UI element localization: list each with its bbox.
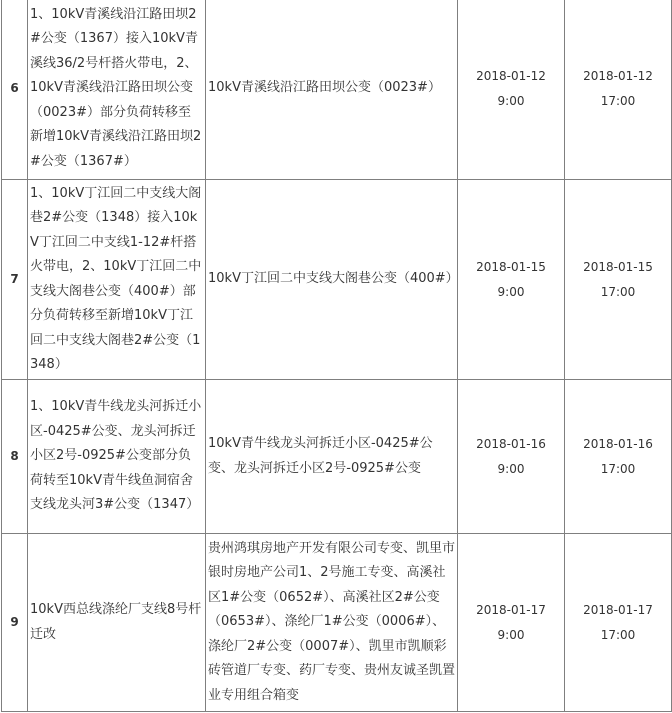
end-date: 2018-01-15: [583, 260, 653, 274]
start-time: 9:00: [497, 284, 525, 299]
outage-area-cell: 10kV青溪线沿江路田坝公变（0023#）: [206, 0, 458, 180]
row-number: 6: [2, 0, 28, 180]
end-time-cell: [565, 534, 672, 712]
start-date: 2018-01-15: [476, 260, 546, 274]
start-date: 2018-01-17: [476, 603, 546, 617]
row-number: 8: [2, 380, 28, 534]
start-time-cell: [458, 380, 565, 534]
start-date: 2018-01-12: [476, 69, 546, 83]
start-time-cell: [458, 180, 565, 380]
row-number: 7: [2, 180, 28, 380]
table-row: [2, 0, 672, 180]
end-date: 2018-01-16: [583, 437, 653, 451]
end-date: 2018-01-17: [583, 603, 653, 617]
work-scope-cell: 1、10kV青牛线龙头河拆迁小区-0425#公变、龙头河拆迁小区2号-0925#公变部分负荷转至10kV青牛线鱼洞宿舍支线龙头河3#公变（1347）: [28, 380, 206, 534]
table-row: [2, 380, 672, 534]
row-number: 9: [2, 534, 28, 712]
outage-area-cell: 10kV丁江回二中支线大阁巷公变（400#）: [206, 180, 458, 380]
end-time: 17:00: [600, 461, 636, 476]
outage-area-cell: 10kV青牛线龙头河拆迁小区-0425#公变、龙头河拆迁小区2号-0925#公变: [206, 380, 458, 534]
work-scope-cell: 1、10kV青溪线沿江路田坝2#公变（1367）接入10kV青溪线36/2号杆搭火带电，2、10kV青溪线沿江路田坝公变（0023#）部分负荷转移至新增10kV青溪线沿江路田坝2#公变（1367#）: [28, 0, 206, 180]
outage-schedule-table: [1, 0, 672, 712]
outage-area-cell: 贵州鸿琪房地产开发有限公司专变、凯里市银时房地产公司1、2号施工专变、高溪社区1#公变（0652#）、高溪社区2#公变（0653#）、涤纶厂1#公变（0006#）、涤纶厂2#公变（0007#）、凯里市凯顺彩砖管道厂专变、药厂专变、贵州友诚圣凯置业专用组合箱变: [206, 534, 458, 712]
start-time-cell: [458, 0, 565, 180]
end-time-cell: [565, 180, 672, 380]
start-time: 9:00: [497, 627, 525, 642]
start-date: 2018-01-16: [476, 437, 546, 451]
start-time: 9:00: [497, 461, 525, 476]
table-row: [2, 534, 672, 712]
end-time-cell: [565, 380, 672, 534]
work-scope-cell: 1、10kV丁江回二中支线大阁巷2#公变（1348）接入10kV丁江回二中支线1-12#杆搭火带电，2、10kV丁江回二中支线大阁巷公变（400#）部分负荷转移至新增10kV丁江回二中支线大阁巷2#公变（1348）: [28, 180, 206, 380]
end-time-cell: [565, 0, 672, 180]
work-scope-cell: 10kV西总线涤纶厂支线8号杆迁改: [28, 534, 206, 712]
end-time: 17:00: [600, 284, 636, 299]
start-time-cell: [458, 534, 565, 712]
start-time: 9:00: [497, 93, 525, 108]
end-time: 17:00: [600, 93, 636, 108]
end-date: 2018-01-12: [583, 69, 653, 83]
table-row: [2, 180, 672, 380]
end-time: 17:00: [600, 627, 636, 642]
